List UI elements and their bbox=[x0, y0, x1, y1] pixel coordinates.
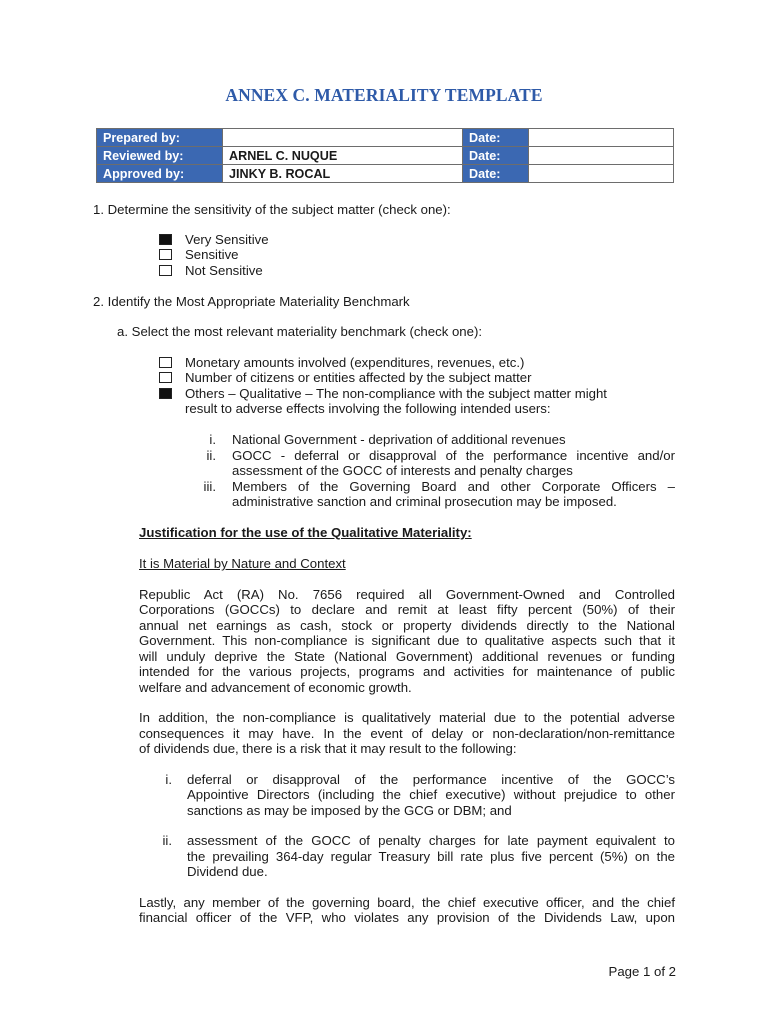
paragraph-line: financial officer of the VFP, who violates any provision of the Dividends Law, upon bbox=[139, 910, 675, 925]
approved-by-label: Approved by: bbox=[97, 165, 223, 183]
question-1-prompt: 1. Determine the sensitivity of the subject matter (check one): bbox=[93, 202, 451, 217]
paragraph-line: Corporations (GOCCs) to declare and remit at least fifty percent (50%) of their bbox=[139, 602, 675, 617]
paragraph-line: Government. This non-compliance is significant due to qualitative aspects such that it bbox=[139, 633, 675, 648]
list-item: National Government - deprivation of additional revenues bbox=[232, 432, 566, 447]
benchmark-option-qualitative[interactable] bbox=[159, 386, 607, 417]
option-label: Sensitive bbox=[185, 247, 239, 262]
reviewed-date-label: Date: bbox=[463, 147, 529, 165]
list-number: i. bbox=[165, 772, 172, 787]
document-title: ANNEX C. MATERIALITY TEMPLATE bbox=[225, 85, 543, 105]
list-item: assessment of the GOCC of interests and penalty charges bbox=[232, 463, 573, 478]
option-label: Others – Qualitative – The non-compliance with the subject matter might result to adverse effects involving the following intended users: bbox=[185, 386, 607, 417]
prepared-date-value bbox=[529, 129, 674, 147]
list-item: the prevailing 364-day regular Treasury bill rate plus five percent (5%) on the bbox=[187, 849, 675, 864]
prepared-by-label: Prepared by: bbox=[97, 129, 223, 147]
paragraph-line: Lastly, any member of the governing board, the chief executive officer, and the chief bbox=[139, 895, 675, 910]
prepared-date-label: Date: bbox=[463, 129, 529, 147]
paragraph-line: annual net earnings as cash, stock or property dividends directly to the National bbox=[139, 618, 675, 633]
checked-checkbox-icon[interactable] bbox=[159, 388, 172, 399]
page-number: Page 1 of 2 bbox=[608, 964, 676, 979]
sensitivity-option-sensitive[interactable] bbox=[159, 247, 239, 262]
option-label: Number of citizens or entities affected by the subject matter bbox=[185, 370, 532, 385]
benchmark-option-citizens[interactable] bbox=[159, 370, 531, 385]
option-label: Monetary amounts involved (expenditures, revenues, etc.) bbox=[185, 355, 525, 370]
table-row bbox=[97, 129, 674, 147]
list-item: GOCC - deferral or disapproval of the performance incentive and/or bbox=[232, 448, 675, 463]
list-item: assessment of the GOCC of penalty charges for late payment equivalent to bbox=[187, 833, 675, 848]
paragraph-line: welfare and advancement of economic growth. bbox=[139, 680, 412, 695]
reviewed-by-name: ARNEL C. NUQUE bbox=[223, 147, 463, 165]
justification-heading: Justification for the use of the Qualitative Materiality: bbox=[139, 525, 472, 540]
prepared-by-name bbox=[223, 129, 463, 147]
checkbox-icon[interactable] bbox=[159, 265, 172, 276]
list-number: iii. bbox=[203, 479, 216, 494]
list-number: ii. bbox=[206, 448, 216, 463]
table-row bbox=[97, 147, 674, 165]
checked-checkbox-icon[interactable] bbox=[159, 234, 172, 245]
justification-subheading: It is Material by Nature and Context bbox=[139, 556, 346, 571]
list-item: sanctions as may be imposed by the GCG or DBM; and bbox=[187, 803, 512, 818]
list-item: Appointive Directors (including the chief executive) without prejudice to other bbox=[187, 787, 675, 802]
option-label: Not Sensitive bbox=[185, 263, 263, 278]
paragraph-line: consequences it may have. In the event of delay or non-declaration/non-remittance bbox=[139, 726, 675, 741]
benchmark-option-monetary[interactable] bbox=[159, 355, 524, 370]
list-item: administrative sanction and criminal prosecution may be imposed. bbox=[232, 494, 617, 509]
list-item: deferral or disapproval of the performance incentive of the GOCC’s bbox=[187, 772, 675, 787]
approved-by-name: JINKY B. ROCAL bbox=[223, 165, 463, 183]
paragraph-line: will unduly deprive the State (National Government) additional revenues or funding bbox=[139, 649, 675, 664]
list-item: Members of the Governing Board and other Corporate Officers – bbox=[232, 479, 675, 494]
checkbox-icon[interactable] bbox=[159, 249, 172, 260]
sensitivity-option-not-sensitive[interactable] bbox=[159, 263, 263, 278]
signoff-table bbox=[96, 128, 674, 183]
checkbox-icon[interactable] bbox=[159, 357, 172, 368]
paragraph-line: intended for the various projects, programs and activities for maintenance of public bbox=[139, 664, 675, 679]
list-item: Dividend due. bbox=[187, 864, 268, 879]
question-2a-prompt: a. Select the most relevant materiality benchmark (check one): bbox=[117, 324, 483, 339]
approved-date-value bbox=[529, 165, 674, 183]
reviewed-date-value bbox=[529, 147, 674, 165]
option-label: Very Sensitive bbox=[185, 232, 269, 247]
approved-date-label: Date: bbox=[463, 165, 529, 183]
paragraph-line: In addition, the non-compliance is qualitatively material due to the potential adverse bbox=[139, 710, 675, 725]
question-2-prompt: 2. Identify the Most Appropriate Materiality Benchmark bbox=[93, 294, 410, 309]
paragraph-line: of dividends due, there is a risk that it may result to the following: bbox=[139, 741, 517, 756]
table-row bbox=[97, 165, 674, 183]
checkbox-icon[interactable] bbox=[159, 372, 172, 383]
list-number: ii. bbox=[162, 833, 172, 848]
reviewed-by-label: Reviewed by: bbox=[97, 147, 223, 165]
sensitivity-option-very-sensitive[interactable] bbox=[159, 232, 269, 247]
paragraph-line: Republic Act (RA) No. 7656 required all Government-Owned and Controlled bbox=[139, 587, 675, 602]
list-number: i. bbox=[209, 432, 216, 447]
